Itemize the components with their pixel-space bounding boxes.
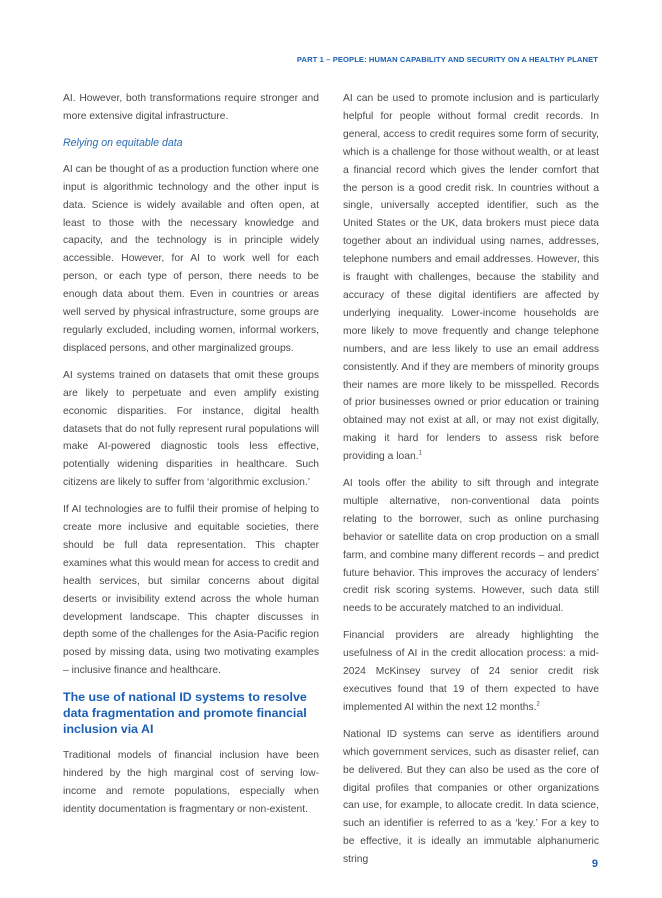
paragraph-continuation: AI. However, both transformations require stronger and more extensive digital infrastructure. bbox=[63, 93, 319, 122]
paragraph-ai-tools: AI tools offer the ability to sift through and integrate multiple alternative, non-conventional data points relating to the borrower, such as online purchasing behavior or satellite data on crop production on a small farm, and combine many different records – and predict future behavior. This improves the accuracy of lenders’ credit risk scoring systems. However, such data still needs to be accurately matched to an individual. bbox=[343, 478, 599, 615]
section-subheading: Relying on equitable data bbox=[63, 136, 183, 149]
running-header: PART 1 – PEOPLE: HUMAN CAPABILITY AND SECURITY ON A HEALTHY PLANET bbox=[296, 55, 598, 64]
paragraph-financial-providers bbox=[343, 627, 599, 717]
paragraph-production-function: AI can be thought of as a production function where one input is algorithmic technology and the other input is data. Science is widely available and often open, at least to those with the necessary knowledge and capacity, and the technology is in principle widely accessible. However, for AI to work well for each person, or each type of person, there needs to be enough data about them. Even in countries or areas well served by physical infrastructure, some groups are regularly excluded, including women, informal workers, displaced persons, and other marginalized groups. bbox=[63, 163, 319, 354]
left-column bbox=[63, 90, 319, 828]
right-column bbox=[343, 90, 599, 878]
footnote-ref-1[interactable]: 1 bbox=[418, 450, 422, 457]
section-heading: The use of national ID systems to resolve data fragmentation and promote financial inclusion via AI bbox=[63, 690, 307, 737]
page-number: 9 bbox=[591, 858, 598, 870]
paragraph-financial-providers-text: Financial providers are already highlighting the usefulness of AI in the credit allocation process: a mid-2024 McKinsey survey of 24 senior credit risk executives found that 19 of them expected to have implemented AI within the next 12 months. bbox=[343, 630, 599, 713]
paragraph-credit-records-text: AI can be used to promote inclusion and is particularly helpful for people without formal credit records. In general, access to credit requires some form of security, which is a challenge for those without wealth, or at least a financial record which gives the lender comfort that the person is a good credit risk. In countries without a single, universally accepted identifier, such as the United States or the UK, data brokers must piece data together about an individual using names, addresses, telephone numbers and email addresses. However, this is fraught with challenges, because the stability and accuracy of these digital identifiers are affected by underlying inequality. Lower-income households are more likely to move frequently and change telephone numbers, and are less likely to use an email address consistently. And if they are members of minority groups their names are more likely to be misspelled. Records of prior businesses owned or prior education or training obtained may not exist at all, or may not exist digitally, making it hard for lenders to assess risk before providing a loan. bbox=[343, 93, 599, 463]
paragraph-data-representation: If AI technologies are to fulfil their promise of helping to create more inclusive and equitable societies, there should be full data representation. This chapter examines what this would mean for access to credit and health services, but similar concerns about digital deserts or invisibility extend across the whole human development landscape. This chapter discusses in depth some of the challenges for the Asia-Pacific region posed by missing data, using two motivating examples – inclusive finance and healthcare. bbox=[63, 504, 319, 677]
paragraph-credit-records bbox=[343, 90, 599, 466]
footnote-ref-2[interactable]: 2 bbox=[536, 701, 540, 708]
paragraph-national-id: National ID systems can serve as identifiers around which government services, such as disaster relief, can be delivered. But they can also be used as the core of digital profiles that companies or other organizations can use, for example, to allocate credit. In data science, such an identifier is referred to as a ‘key.’ For a key to be effective, it is ideally an immutable alphanumeric string bbox=[343, 728, 599, 866]
paragraph-algorithmic-exclusion: AI systems trained on datasets that omit these groups are likely to perpetuate and even amplify existing economic disparities. For instance, digital health datasets that do not fully represent rural populations will make AI-powered diagnostic tools less effective, potentially widening disparities in healthcare. Such citizens are likely to suffer from ‘algorithmic exclusion.’ bbox=[63, 369, 319, 489]
paragraph-financial-inclusion: Traditional models of financial inclusion have been hindered by the high marginal cost of serving low-income and remote populations, especially when identity documentation is fragmentary or non-existent. bbox=[63, 750, 319, 815]
